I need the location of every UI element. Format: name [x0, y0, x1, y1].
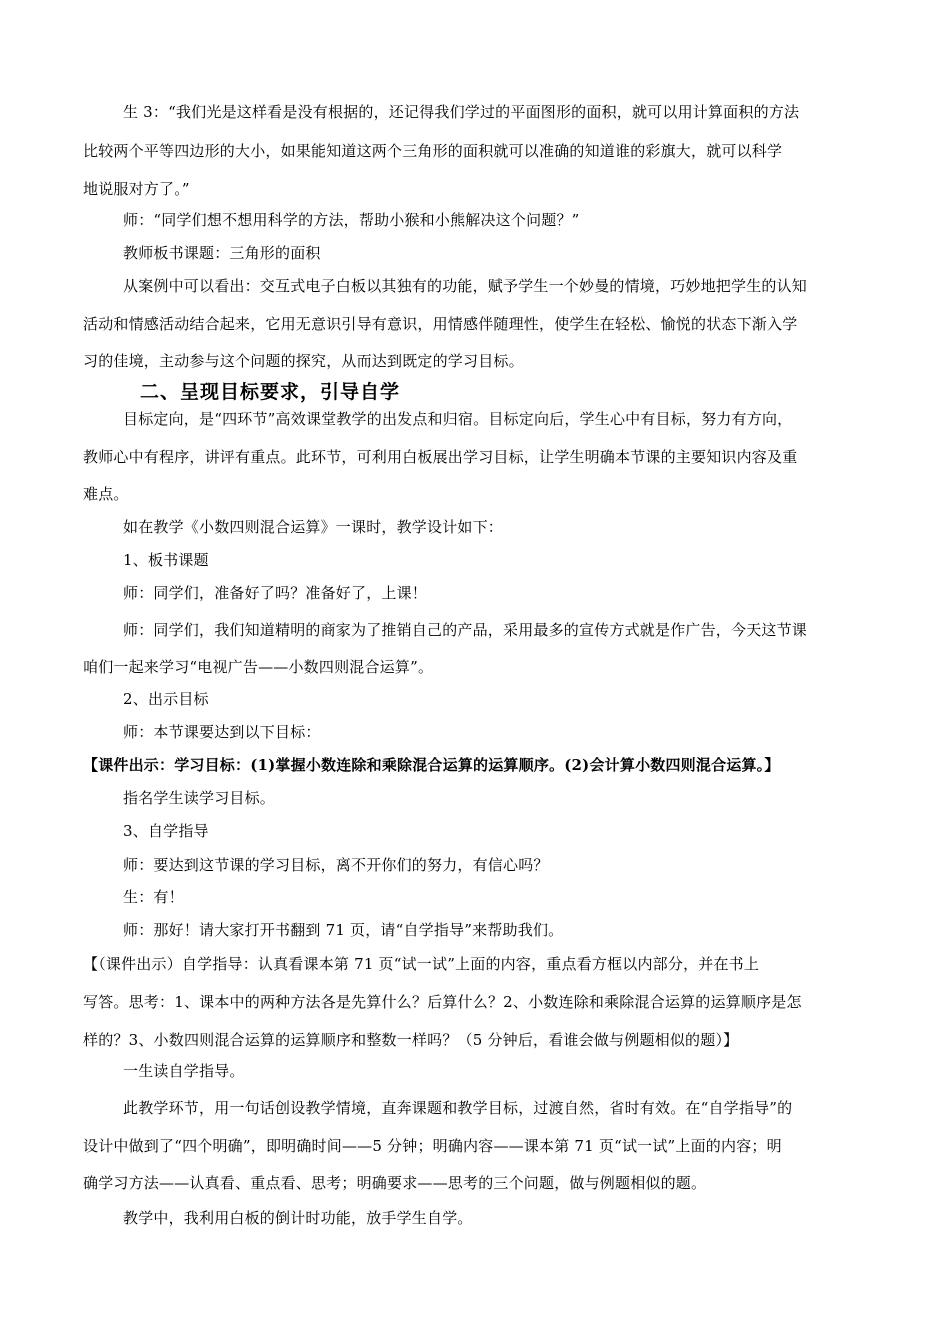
paragraph-line: 师：同学们，我们知道精明的商家为了推销自己的产品，采用最多的宣传方式就是作广告，今天这节课 — [123, 621, 808, 639]
paragraph-line: 活动和情感活动结合起来，它用无意识引导有意识，用情感伴随理性，使学生在轻松、愉悦的状态下渐入学 — [83, 315, 798, 333]
paragraph-line: 咱们一起来学习“电视广告——小数四则混合运算”。 — [83, 658, 434, 676]
paragraph-line: 师：“同学们想不想用科学的方法，帮助小猴和小熊解决这个问题？” — [123, 211, 580, 229]
paragraph-line: 师：要达到这节课的学习目标，离不开你们的努力，有信心吗？ — [123, 856, 549, 874]
paragraph-line: 师：本节课要达到以下目标： — [123, 723, 321, 741]
paragraph-line: 生 3：“我们光是这样看是没有根据的，还记得我们学过的平面图形的面积，就可以用计算面积的方法 — [123, 103, 800, 121]
paragraph-line: 确学习方法——认真看、重点看、思考；明确要求——思考的三个问题，做与例题相似的题。 — [83, 1174, 707, 1192]
paragraph-line: 习的佳境，主动参与这个问题的探究，从而达到既定的学习目标。 — [83, 352, 524, 370]
paragraph-line: 教学中，我利用白板的倒计时功能，放手学生自学。 — [123, 1209, 473, 1227]
paragraph-line: 样的？3、小数四则混合运算的运算顺序和整数一样吗？（5 分钟后，看谁会做与例题相似的题）】 — [83, 1031, 739, 1049]
courseware-box-line: 【课件出示：学习目标：(1)掌握小数连除和乘除混合运算的运算顺序。(2)会计算小数四则混合运算。】 — [83, 756, 780, 774]
paragraph-line: 师：同学们，准备好了吗？准备好了，上课！ — [123, 584, 428, 602]
paragraph-line: 生：有！ — [123, 888, 184, 906]
paragraph-line: 地说服对方了。” — [83, 180, 190, 198]
paragraph-line: 教师心中有程序，讲评有重点。此环节，可利用白板展出学习目标，让学生明确本节课的主要知识内容及重 — [83, 448, 798, 466]
paragraph-line: 设计中做到了“四个明确”，即明确时间——5 分钟；明确内容——课本第 71 页“试一试”上面的内容；明 — [83, 1137, 782, 1155]
paragraph-line: 写答。思考：1、课本中的两种方法各是先算什么？后算什么？2、小数连除和乘除混合运算的运算顺序是怎 — [83, 993, 802, 1011]
paragraph-line: 比较两个平等四边形的大小，如果能知道这两个三角形的面积就可以准确的知道谁的彩旗大，就可以科学 — [83, 142, 783, 160]
paragraph-line: 从案例中可以看出：交互式电子白板以其独有的功能，赋予学生一个妙曼的情境，巧妙地把学生的认知 — [123, 277, 808, 295]
paragraph-line: 师：那好！请大家打开书翻到 71 页，请“自学指导”来帮助我们。 — [123, 921, 564, 939]
section-heading: 二、呈现目标要求，引导自学 — [140, 381, 401, 403]
paragraph-line: 教师板书课题：三角形的面积 — [123, 244, 321, 262]
paragraph-line: 难点。 — [83, 485, 129, 503]
list-heading: 1、板书课题 — [123, 551, 209, 569]
paragraph-line: 如在教学《小数四则混合运算》一课时，教学设计如下： — [123, 518, 504, 536]
list-heading: 2、出示目标 — [123, 690, 209, 708]
courseware-box-line: 【（课件出示）自学指导：认真看课本第 71 页“试一试”上面的内容，重点看方框以内部分，并在书上 — [83, 955, 760, 973]
list-heading: 3、自学指导 — [123, 822, 209, 840]
paragraph-line: 目标定向，是“四环节”高效课堂教学的出发点和归宿。目标定向后，学生心中有目标，努力有方向， — [123, 410, 793, 428]
paragraph-line: 一生读自学指导。 — [123, 1062, 245, 1080]
paragraph-line: 指名学生读学习目标。 — [123, 789, 276, 807]
paragraph-line: 此教学环节，用一句话创设教学情境，直奔课题和教学目标，过渡自然，省时有效。在“自学指导”的 — [123, 1099, 793, 1117]
